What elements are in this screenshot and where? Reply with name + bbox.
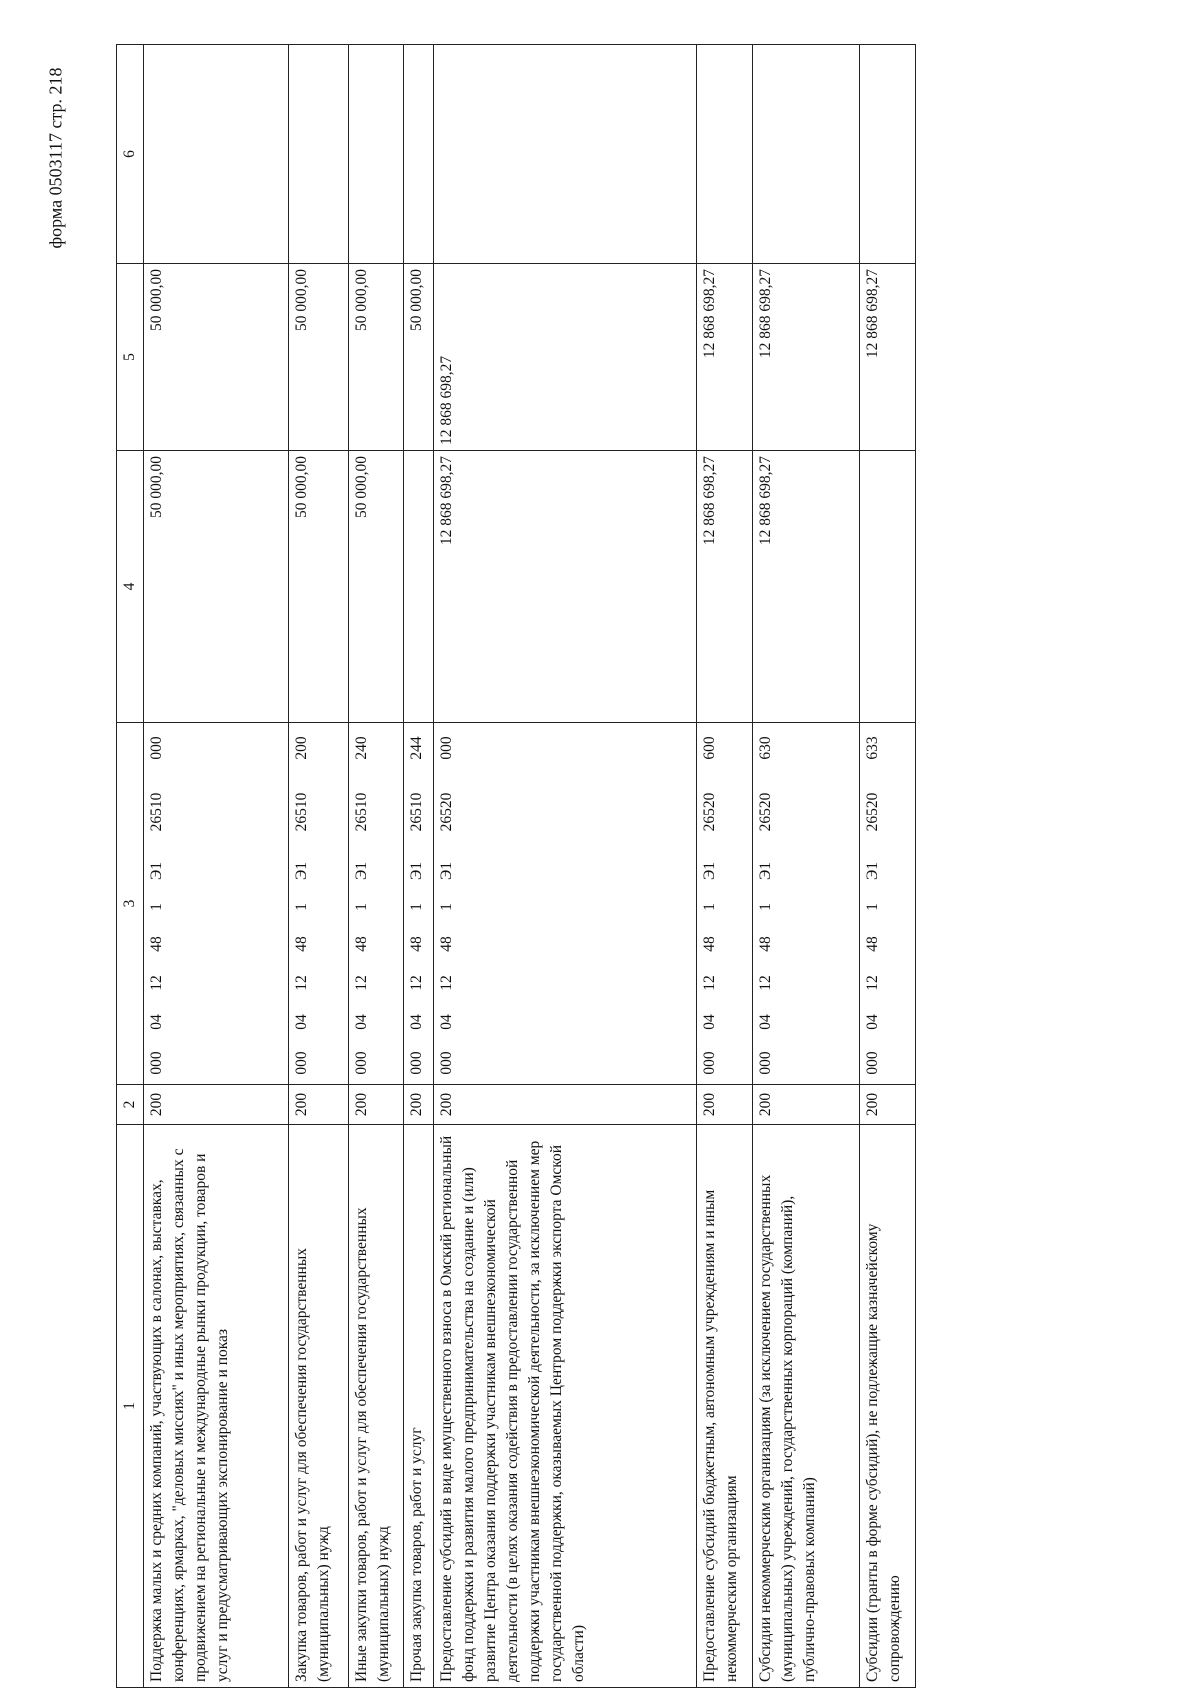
classification-code-cell (696, 723, 752, 1085)
code-segment: 26520 (757, 792, 774, 832)
code-segment: 26510 (352, 792, 370, 832)
approved-amount-cell: 50 000,00 (348, 451, 403, 723)
column-header: 6 (117, 45, 144, 264)
approved-amount-cell: 12 868 698,27 (753, 451, 860, 723)
code-segment: 26510 (292, 792, 310, 832)
column-header: 5 (117, 264, 144, 451)
code-segment: 12 (292, 975, 310, 991)
code-segment: 12 (437, 975, 455, 991)
code-segment: 1 (757, 903, 774, 911)
classification-code-cell (433, 723, 696, 1085)
classification-code-cell (144, 723, 289, 1085)
code-segment: 04 (148, 1014, 165, 1030)
code-segment: 000 (700, 1051, 718, 1075)
code-segment: 1 (352, 903, 370, 911)
code-segment: 12 (148, 975, 165, 991)
unexecuted-amount-cell (696, 45, 752, 264)
unexecuted-amount-cell (753, 45, 860, 264)
code-segment: 04 (352, 1014, 370, 1030)
executed-amount-cell: 50 000,00 (403, 264, 433, 451)
column-header: 4 (117, 451, 144, 723)
line-code-cell: 200 (144, 1085, 289, 1125)
table-row (859, 45, 915, 1688)
column-number-row (117, 45, 144, 1688)
code-segment: 1 (148, 903, 165, 911)
row-name-cell: Субсидии некоммерческим организациям (за исключением государственных (муниципальных) учреждений, государственных корпораций (компаний), публично-правовых компаний) (753, 1125, 860, 1688)
code-segment: 04 (407, 1014, 425, 1030)
unexecuted-amount-cell (144, 45, 289, 264)
code-segment: 1 (700, 903, 718, 911)
code-segment: 48 (757, 936, 774, 952)
code-segment: Э1 (863, 862, 881, 880)
code-segment: 48 (148, 936, 165, 952)
unexecuted-amount-cell (348, 45, 403, 264)
code-segment: Э1 (700, 862, 718, 880)
executed-amount-cell: 12 868 698,27 (859, 264, 915, 451)
classification-code-cell (753, 723, 860, 1085)
code-segment: 000 (148, 736, 165, 760)
code-segment: 1 (292, 903, 310, 911)
table-row (348, 45, 403, 1688)
code-segment: 000 (437, 736, 455, 760)
page-header (36, 8, 76, 308)
row-name-cell: Предоставление субсидий в виде имущественного взноса в Омский региональный фонд поддержки и развития малого предпринимательства на создание и (или) развитие Центра оказания поддержки участникам внешнеэкономической деятельности (в целях оказания содействия в предоставлении государственной поддержки участникам внешнеэкономической деятельности, за исключением мер государственной поддержки, оказываемых Центром поддержки экспорта Омской области) (433, 1125, 696, 1688)
code-segment: Э1 (292, 862, 310, 880)
code-segment: 1 (863, 903, 881, 911)
code-segment: 000 (292, 1051, 310, 1075)
code-segment: 000 (352, 1051, 370, 1075)
unexecuted-amount-cell (403, 45, 433, 264)
table-row (753, 45, 860, 1688)
line-code-cell: 200 (859, 1085, 915, 1125)
executed-amount-cell: 12 868 698,27 (696, 264, 752, 451)
approved-amount-cell (859, 451, 915, 723)
code-segment: Э1 (352, 862, 370, 880)
executed-amount-cell: 12 868 698,27 (433, 264, 696, 451)
column-header: 2 (117, 1085, 144, 1125)
table-row (696, 45, 752, 1688)
rotated-table-area (116, 45, 916, 1688)
executed-amount-cell: 12 868 698,27 (753, 264, 860, 451)
code-segment: 26520 (700, 792, 718, 832)
code-segment: 48 (863, 936, 881, 952)
row-name-cell: Прочая закупка товаров, работ и услуг (403, 1125, 433, 1688)
code-segment: 1 (437, 903, 455, 911)
code-segment: 26510 (148, 792, 165, 832)
code-segment: 26520 (863, 792, 881, 832)
code-segment: 12 (700, 975, 718, 991)
classification-code-cell (348, 723, 403, 1085)
row-name-cell: Предоставление субсидий бюджетным, автономным учреждениям и иным некоммерческим организациям (696, 1125, 752, 1688)
column-header: 3 (117, 723, 144, 1085)
classification-code-cell (859, 723, 915, 1085)
code-segment: 000 (437, 1051, 455, 1075)
budget-execution-table (116, 44, 916, 1688)
executed-amount-cell: 50 000,00 (348, 264, 403, 451)
code-segment: 000 (757, 1051, 774, 1075)
line-code-cell: 200 (696, 1085, 752, 1125)
code-segment: 600 (700, 736, 718, 760)
code-segment: 04 (292, 1014, 310, 1030)
code-segment: 48 (407, 936, 425, 952)
code-segment: 26510 (407, 792, 425, 832)
column-header: 1 (117, 1125, 144, 1688)
approved-amount-cell: 12 868 698,27 (433, 451, 696, 723)
code-segment: 12 (863, 975, 881, 991)
line-code-cell: 200 (403, 1085, 433, 1125)
code-segment: 04 (757, 1014, 774, 1030)
code-segment: 48 (352, 936, 370, 952)
classification-code-cell (288, 723, 348, 1085)
row-name-cell: Иные закупки товаров, работ и услуг для обеспечения государственных (муниципальных) нужд (348, 1125, 403, 1688)
code-segment: 000 (863, 1051, 881, 1075)
code-segment: 12 (757, 975, 774, 991)
line-code-cell: 200 (753, 1085, 860, 1125)
code-segment: 48 (437, 936, 455, 952)
code-segment: 000 (407, 1051, 425, 1075)
executed-amount-cell: 50 000,00 (288, 264, 348, 451)
unexecuted-amount-cell (288, 45, 348, 264)
row-name-cell: Субсидии (гранты в форме субсидий), не подлежащие казначейскому сопровождению (859, 1125, 915, 1688)
code-segment: 12 (352, 975, 370, 991)
code-segment: 26520 (437, 792, 455, 832)
table-row (433, 45, 696, 1688)
line-code-cell: 200 (288, 1085, 348, 1125)
row-name-cell: Закупка товаров, работ и услуг для обеспечения государственных (муниципальных) нужд (288, 1125, 348, 1688)
code-segment: Э1 (407, 862, 425, 880)
code-segment: 04 (437, 1014, 455, 1030)
table-row (288, 45, 348, 1688)
code-segment: 630 (757, 736, 774, 760)
code-segment: 12 (407, 975, 425, 991)
code-segment: 000 (148, 1051, 165, 1075)
approved-amount-cell (403, 451, 433, 723)
code-segment: 240 (352, 736, 370, 760)
approved-amount-cell: 50 000,00 (288, 451, 348, 723)
code-segment: 48 (700, 936, 718, 952)
approved-amount-cell: 12 868 698,27 (696, 451, 752, 723)
line-code-cell: 200 (433, 1085, 696, 1125)
executed-amount-cell: 50 000,00 (144, 264, 289, 451)
code-segment: Э1 (757, 862, 774, 880)
code-segment: 1 (407, 903, 425, 911)
row-name-cell: Поддержка малых и средних компаний, участвующих в салонах, выставках, конференциях, ярмарках, "деловых миссиях" и иных мероприятиях, связанных с продвижением на региональные и международные рынки продукции, товаров и услуг и предусматривающих экспонирование и показ (144, 1125, 289, 1688)
code-segment: 244 (407, 736, 425, 760)
table-row (403, 45, 433, 1688)
code-segment: Э1 (148, 862, 165, 880)
line-code-cell: 200 (348, 1085, 403, 1125)
code-segment: 633 (863, 736, 881, 760)
code-segment: 04 (700, 1014, 718, 1030)
table-row (144, 45, 289, 1688)
code-segment: 04 (863, 1014, 881, 1030)
unexecuted-amount-cell (859, 45, 915, 264)
code-segment: Э1 (437, 862, 455, 880)
approved-amount-cell: 50 000,00 (144, 451, 289, 723)
code-segment: 48 (292, 936, 310, 952)
form-number-label: форма 0503117 стр. 218 (45, 67, 66, 249)
unexecuted-amount-cell (433, 45, 696, 264)
code-segment: 200 (292, 736, 310, 760)
classification-code-cell (403, 723, 433, 1085)
